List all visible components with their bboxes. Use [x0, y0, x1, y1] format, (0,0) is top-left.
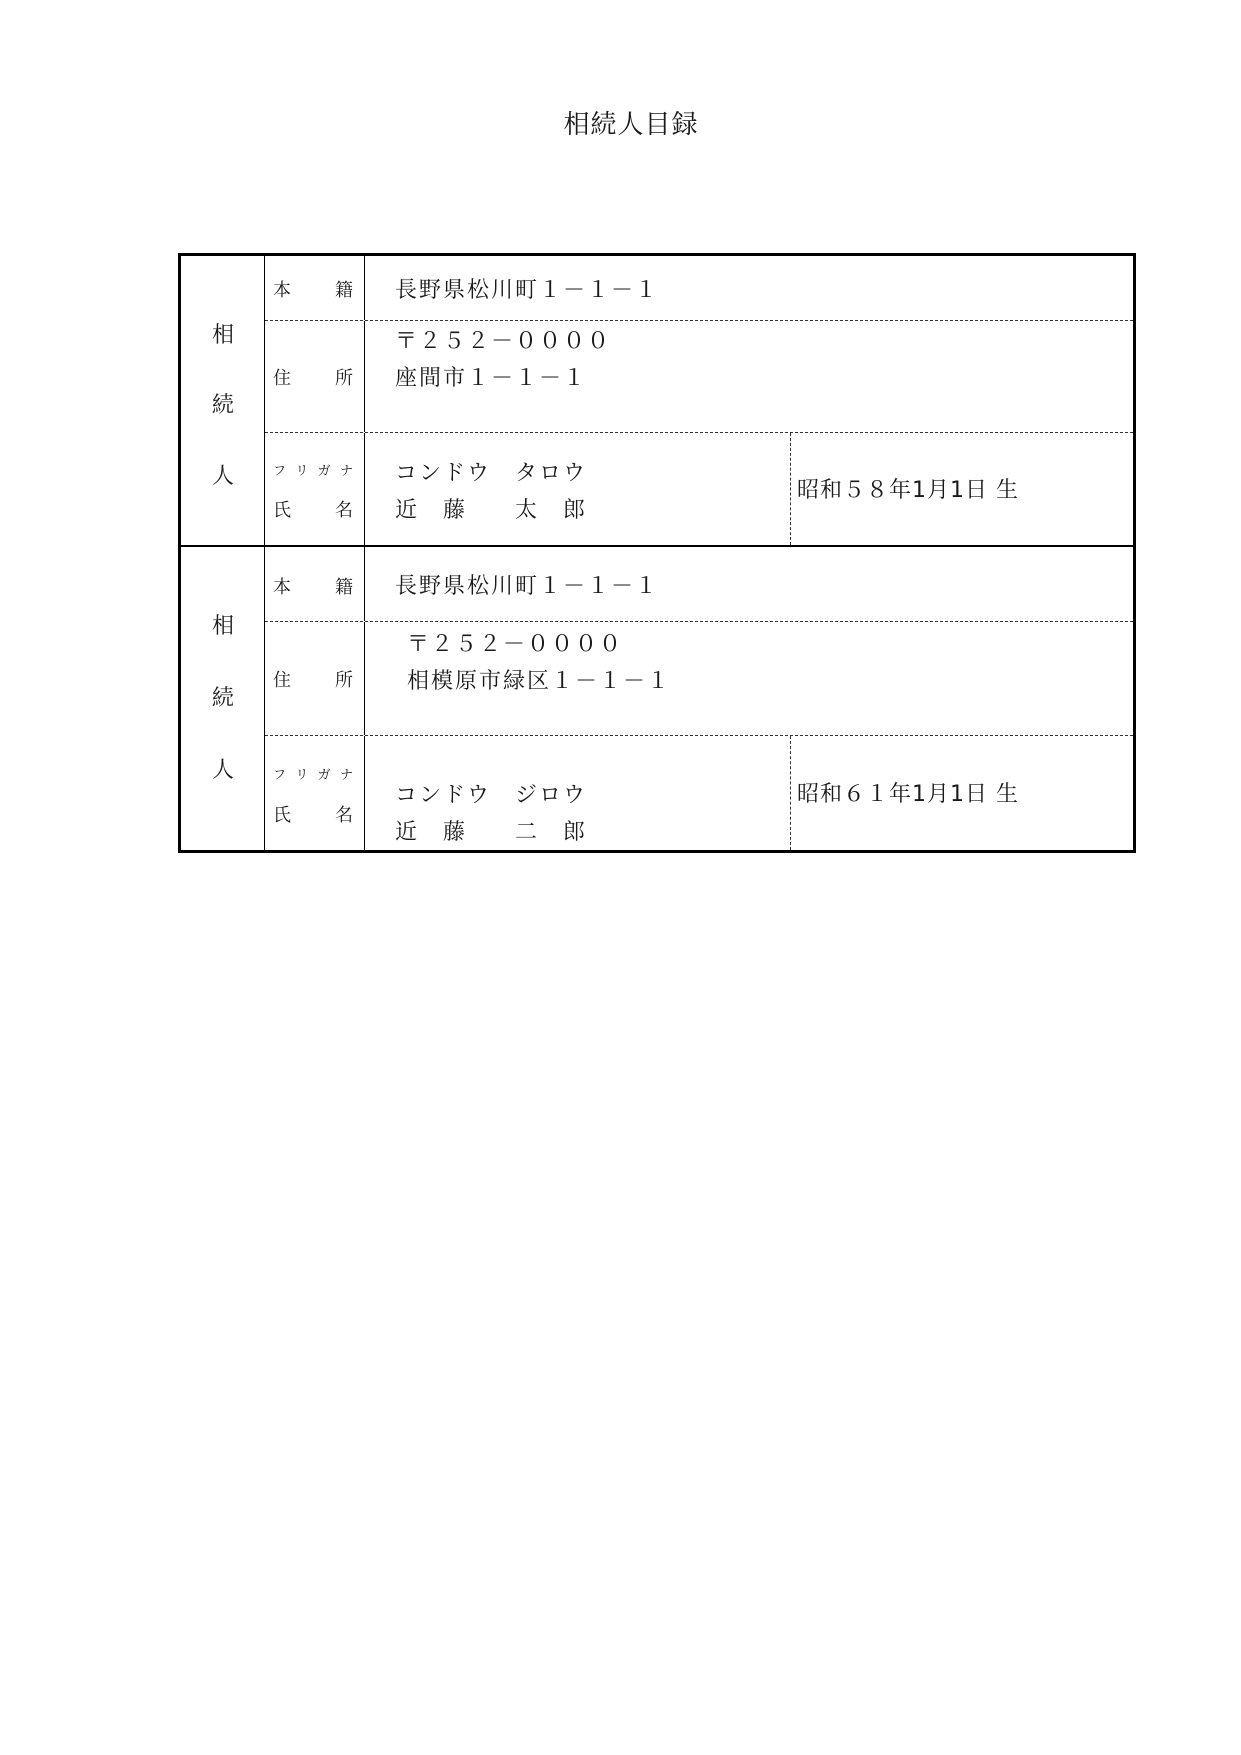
- honseki-value: 長野県松川町１－１－１: [395, 278, 660, 303]
- name-label: 氏 名: [273, 500, 353, 521]
- address-value: 相模原市緑区１－１－１: [407, 669, 672, 694]
- name-row: [265, 432, 1133, 545]
- furigana-label: フ リ ガ ナ: [273, 464, 353, 479]
- postal-code: 〒２５２－００００: [407, 632, 624, 657]
- birth-date: 昭和５８年1月1日 生: [797, 478, 1019, 503]
- side-char: 人: [211, 758, 234, 783]
- heir-block-1: [181, 256, 1133, 545]
- name-label: 氏 名: [273, 805, 353, 826]
- side-char: 相: [211, 323, 234, 348]
- heir-block-2: [181, 545, 1133, 850]
- side-char: 相: [211, 614, 234, 639]
- side-char: 続: [211, 686, 234, 711]
- furigana-value: コンドウ タロウ: [395, 461, 588, 486]
- name-row: [265, 735, 1133, 850]
- birth-date: 昭和６１年1月1日 生: [797, 782, 1019, 807]
- name-value: 近 藤 二 郎: [395, 820, 588, 845]
- address-label: 住 所: [273, 670, 353, 691]
- furigana-label: フ リ ガ ナ: [273, 768, 353, 783]
- furigana-value: コンドウ ジロウ: [395, 783, 588, 808]
- address-row: [265, 621, 1133, 735]
- side-char: 人: [211, 464, 234, 489]
- postal-code: 〒２５２－００００: [395, 329, 612, 354]
- address-row: [265, 320, 1133, 432]
- honseki-value: 長野県松川町１－１－１: [395, 574, 660, 599]
- side-char: 続: [211, 393, 234, 418]
- birth-cell: [790, 736, 1133, 850]
- honseki-label: 本 籍: [273, 280, 353, 301]
- address-value: 座間市１－１－１: [395, 366, 588, 391]
- birth-cell: [790, 433, 1133, 545]
- honseki-row: [265, 547, 1133, 621]
- address-label: 住 所: [273, 368, 353, 389]
- honseki-row: [265, 256, 1133, 320]
- heir-side-label: [181, 256, 265, 545]
- honseki-label: 本 籍: [273, 577, 353, 598]
- heir-side-label: [181, 547, 265, 850]
- heir-list-table: [178, 253, 1136, 853]
- document-title: 相続人目録: [563, 110, 699, 140]
- name-value: 近 藤 太 郎: [395, 498, 588, 523]
